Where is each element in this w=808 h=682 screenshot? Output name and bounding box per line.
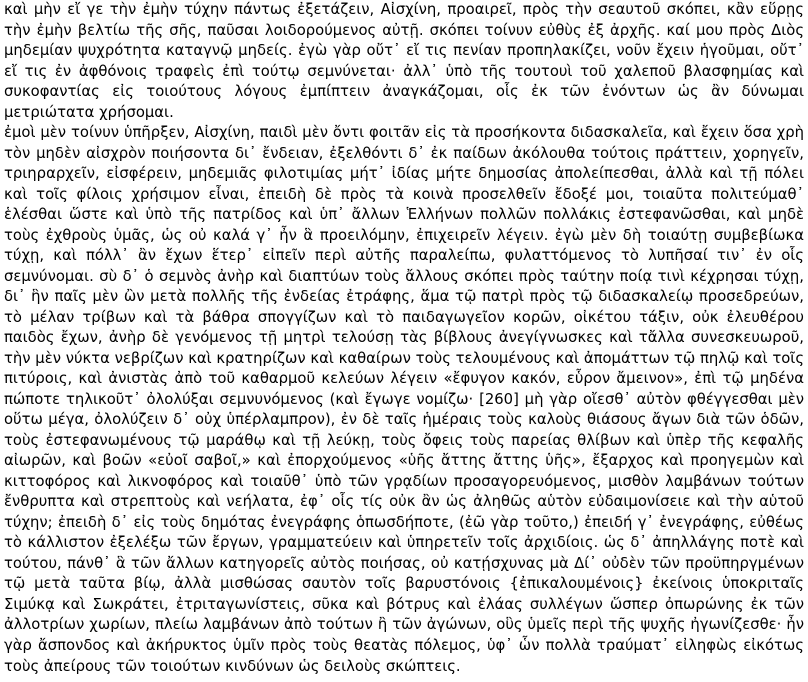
paragraph: ἐμοὶ μὲν τοίνυν ὑπῆρξεν, Αἰσχίνη, παιδὶ μὲν ὄντι φοιτᾶν εἰς τὰ προσήκοντα διδασκαλεῖα, καὶ ἔχειν ὅσα χρὴ τὸν μηδὲν αἰσχρὸν ποιήσοντα δι᾽ ἔνδειαν, ἐξελθόντι δ᾽ ἐκ παίδων ἀκόλουθα τούτοις πράττειν, χορηγεῖν, τριηραρχεῖν, εἰσφέρειν, μηδεμιᾶς φιλοτιμίας μήτ᾽ ἰδίας μήτε δημοσίας ἀπολείπεσθαι, ἀλλὰ καὶ τῇ πόλει καὶ τοῖς φίλοις χρήσιμον εἶναι, ἐπειδὴ δὲ πρὸς τὰ κοινὰ προσελθεῖν ἔδοξέ μοι, τοιαῦτα πολιτεύμαθ᾽ ἑλέσθαι ὥστε καὶ ὑπὸ τῆς πατρίδος καὶ ὑπ᾽ ἄλλων Ἑλλήνων πολλῶν πολλάκις ἐστεφανῶσθαι, καὶ μηδὲ τοὺς ἐχθροὺς ὑμᾶς, ὡς οὐ καλά γ᾽ ἦν ἃ προειλόμην, ἐπιχειρεῖν λέγειν. ἐγὼ μὲν δὴ τοιαύτῃ συμβεβίωκα τύχῃ, καὶ πόλλ᾽ ἂν ἔχων ἕτερ᾽ εἰπεῖν περὶ αὐτῆς παραλείπω, φυλαττόμενος τὸ λυπῆσαί τιν᾽ ἐν οἷς σεμνύνομαι. σὺ δ᾽ ὁ σεμνὸς ἀνὴρ καὶ διαπτύων τοὺς ἄλλους σκόπει πρὸς ταύτην ποίᾳ τινὶ κέχρησαι τύχῃ, δι᾽ ἣν παῖς μὲν ὢν μετὰ πολλῆς τῆς ἐνδείας ἐτράφης, ἅμα τῷ πατρὶ πρὸς τῷ διδασκαλείῳ προσεδρεύων, τὸ μέλαν τρίβων καὶ τὰ βάθρα σπογγίζων καὶ τὸ παιδαγωγεῖον κορῶν, οἰκέτου τάξιν, οὐκ ἐλευθέρου παιδὸς ἔχων, ἀνὴρ δὲ γενόμενος τῇ μητρὶ τελούσῃ τὰς βίβλους ἀνεγίγνωσκες καὶ τἄλλα συνεσκευωροῦ, τὴν μὲν νύκτα νεβρίζων καὶ κρατηρίζων καὶ καθαίρων τοὺς τελουμένους καὶ ἀπομάττων τῷ πηλῷ καὶ τοῖς πιτύροις, καὶ ἀνιστὰς ἀπὸ τοῦ καθαρμοῦ κελεύων λέγειν «ἔφυγον κακόν, εὗρον ἄμεινον», ἐπὶ τῷ μηδένα πώποτε τηλικοῦτ᾽ ὀλολύξαι σεμνυνόμενος (καὶ ἔγωγε νομίζω· [260] μὴ γὰρ οἴεσθ᾽ αὐτὸν φθέγγεσθαι μὲν οὕτω μέγα, ὀλολύζειν δ᾽ οὐχ ὑπέρλαμπρον), ἐν δὲ ταῖς ἡμέραις τοὺς καλοὺς θιάσους ἄγων διὰ τῶν ὁδῶν, τοὺς ἐστεφανωμένους τῷ μαράθῳ καὶ τῇ λεύκῃ, τοὺς ὄφεις τοὺς παρείας θλίβων καὶ ὑπὲρ τῆς κεφαλῆς αἰωρῶν, καὶ βοῶν «εὐοῖ σαβοῖ,» καὶ ἐπορχούμενος «ὑῆς ἄττης ἄττης ὑῆς», ἔξαρχος καὶ προηγεμὼν καὶ κιττοφόρος καὶ λικνοφόρος καὶ τοιαῦθ᾽ ὑπὸ τῶν γρᾳδίων προσαγορευόμενος, μισθὸν λαμβάνων τούτων ἔνθρυπτα καὶ στρεπτοὺς καὶ νεήλατα, ἐφ᾽ οἷς τίς οὐκ ἂν ὡς ἀληθῶς αὑτὸν εὐδαιμονίσειε καὶ τὴν αὑτοῦ τύχην; ἐπειδὴ δ᾽ εἰς τοὺς δημότας ἐνεγράφης ὁπωσδήποτε, (ἐῶ γὰρ τοῦτο,) ἐπειδή γ᾽ ἐνεγράφης, εὐθέως τὸ κάλλιστον ἐξελέξω τῶν ἔργων, γραμματεύειν καὶ ὑπηρετεῖν τοῖς ἀρχιδίοις. ὡς δ᾽ ἀπηλλάγης ποτὲ καὶ τούτου, πάνθ᾽ ἃ τῶν ἄλλων κατηγορεῖς αὐτὸς ποιήσας, οὐ κατῄσχυνας μὰ Δί᾽ οὐδὲν τῶν προϋπηργμένων τῷ μετὰ ταῦτα βίῳ, ἀλλὰ μισθώσας σαυτὸν τοῖς βαρυστόνοις {ἐπικαλουμένοις} ἐκείνοις ὑποκριταῖς Σιμύκᾳ καὶ Σωκράτει, ἐτριταγωνίστεις, σῦκα καὶ βότρυς καὶ ἐλάας συλλέγων ὥσπερ ὀπωρώνης ἐκ τῶν ἀλλοτρίων χωρίων, πλείω λαμβάνων ἀπὸ τούτων ἢ τῶν ἀγώνων, οὓς ὑμεῖς περὶ τῆς ψυχῆς ἠγωνίζεσθε· ἦν γὰρ ἄσπονδος καὶ ἀκήρυκτος ὑμῖν πρὸς τοὺς θεατὰς πόλεμος, ὑφ᾽ ὧν πολλὰ τραύματ᾽ εἰληφὼς εἰκότως τοὺς ἀπείρους τῶν τοιούτων κινδύνων ὡς δειλοὺς σκώπτεις. — [4, 124, 804, 675]
document-body — [4, 0, 804, 677]
paragraph: καὶ μὴν εἴ γε τὴν ἐμὴν τύχην πάντως ἐξετάζειν, Αἰσχίνη, προαιρεῖ, πρὸς τὴν σεαυτοῦ σκόπει, κἂν εὕρῃς τὴν ἐμὴν βελτίω τῆς σῆς, παῦσαι λοιδορούμενος αὐτῇ. σκόπει τοίνυν εὐθὺς ἐξ ἀρχῆς. καί μου πρὸς Διὸς μηδεμίαν ψυχρότητα καταγνῷ μηδείς. ἐγὼ γὰρ οὔτ᾽ εἴ τις πενίαν προπηλακίζει, νοῦν ἔχειν ἡγοῦμαι, οὔτ᾽ εἴ τις ἐν ἀφθόνοις τραφεὶς ἐπὶ τούτῳ σεμνύνεται· ἀλλ᾽ ὑπὸ τῆς τουτουὶ τοῦ χαλεποῦ βλασφημίας καὶ συκοφαντίας εἰς τοιούτους λόγους ἐμπίπτειν ἀναγκάζομαι, οἷς ἐκ τῶν ἐνόντων ὡς ἂν δύνωμαι μετριώτατα χρήσομαι. — [4, 1, 804, 121]
